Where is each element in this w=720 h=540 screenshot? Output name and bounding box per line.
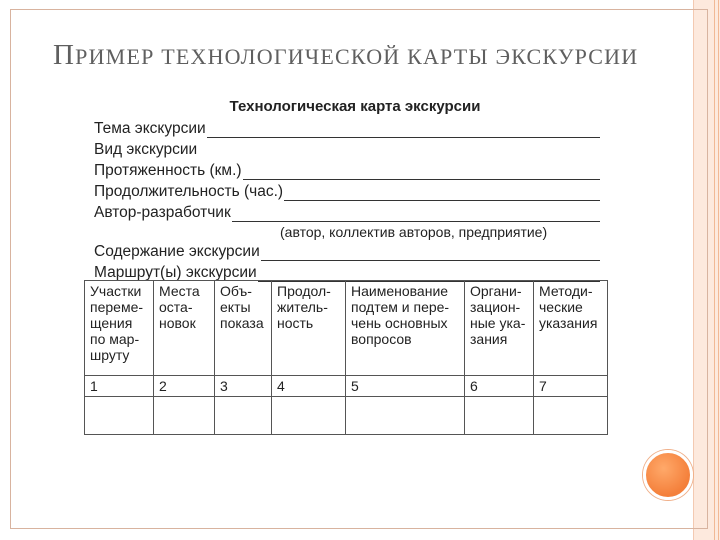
form-line-type [94,138,600,159]
author-note: (автор, коллектив авторов, предприятие) [280,224,548,240]
table-header-cell: Участки переме- щения по мар- шруту [85,281,154,376]
form-label: Содержание экскурсии [94,243,260,260]
table-header-cell: Места оста- новок [154,281,215,376]
form-fill-line [284,185,600,201]
table-empty-cell [346,397,465,435]
table-empty-cell [465,397,534,435]
form-label: Автор-разработчик [94,204,231,221]
table-header-cell: Наименование подтем и пере- чень основных вопросов [346,281,465,376]
form-line-content [94,240,600,261]
form-label: Тема экскурсии [94,120,206,137]
table-number-cell: 3 [215,376,272,397]
table-number-cell: 5 [346,376,465,397]
table-number-cell: 6 [465,376,534,397]
table-empty-row [85,397,608,435]
table-number-cell: 1 [85,376,154,397]
table-empty-cell [534,397,608,435]
slide-title-initial: П [53,39,76,71]
slide-title [53,39,693,72]
form-line-length [94,159,600,180]
form-fill-line [243,164,600,180]
form-fill-line [232,206,600,222]
form-fill-line [261,245,600,261]
table-empty-cell [215,397,272,435]
table-number-row [85,376,608,397]
table-empty-cell [272,397,346,435]
table-header-row [85,281,608,376]
form-label: Вид экскурсии [94,141,198,158]
form-fill-blank [198,144,600,159]
decorative-circle [643,450,693,500]
table-header-cell: Объ- екты показа [215,281,272,376]
side-decor-line [718,0,719,540]
form-line-author [94,201,600,222]
table-number-cell: 2 [154,376,215,397]
form-label: Маршрут(ы) экскурсии [94,264,257,281]
form-fill-line [207,122,600,138]
table-number-cell: 4 [272,376,346,397]
table-header-cell: Методи- ческие указания [534,281,608,376]
table-empty-cell [154,397,215,435]
side-decor-line [714,0,715,540]
slide-title-rest: РИМЕР ТЕХНОЛОГИЧЕСКОЙ КАРТЫ ЭКСКУРСИИ [75,44,639,69]
table-header-cell: Продол- житель- ность [272,281,346,376]
document-heading: Технологическая карта экскурсии [229,98,481,115]
table-header-cell: Органи- зацион- ные ука- зания [465,281,534,376]
tech-card-table [84,280,608,435]
form-line-route [94,261,600,282]
table-number-cell: 7 [534,376,608,397]
form-label: Протяженность (км.) [94,162,242,179]
form-label: Продолжительность (час.) [94,183,284,200]
form-line-topic [94,117,600,138]
table-empty-cell [85,397,154,435]
document-scan [84,96,614,282]
form-line-duration [94,180,600,201]
